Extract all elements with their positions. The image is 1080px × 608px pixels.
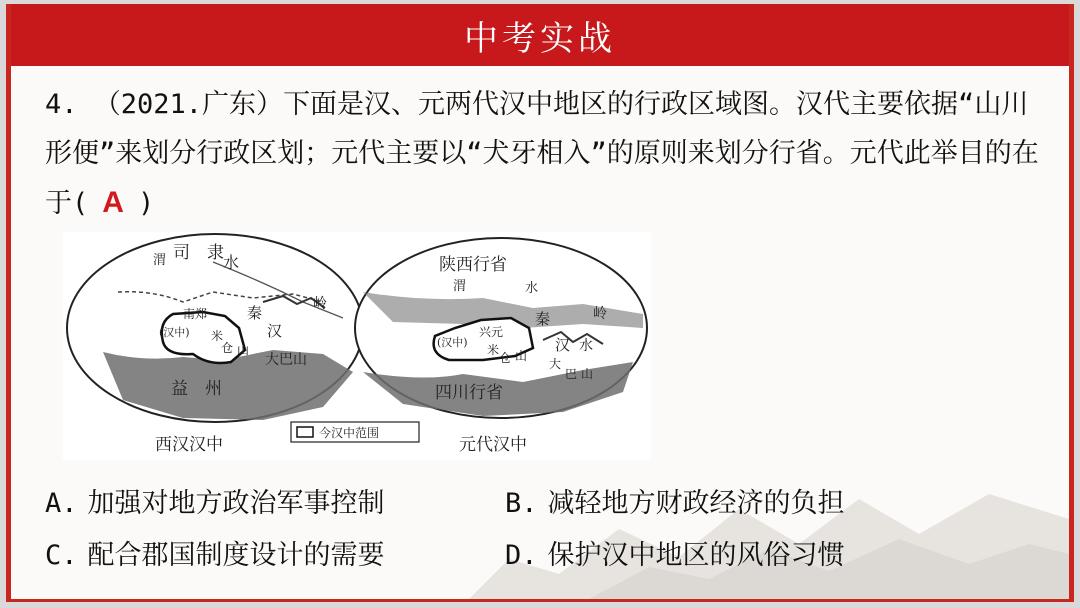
label-sichuan: 四川行省 bbox=[435, 383, 503, 403]
caption-west-han: 西汉汉中 bbox=[155, 435, 223, 455]
label-sili: 司 隶 bbox=[173, 243, 224, 263]
label-han-right: 汉 bbox=[555, 336, 571, 354]
label-ba-right: 巴 bbox=[565, 367, 578, 381]
answer-mark: A bbox=[102, 186, 124, 219]
label-han-left: 汉 bbox=[267, 322, 283, 340]
label-hanzhong-right: (汉中) bbox=[437, 336, 468, 349]
legend-label: 今汉中范围 bbox=[319, 426, 380, 440]
option-key: D. bbox=[505, 539, 538, 571]
option-d[interactable] bbox=[505, 533, 965, 572]
question-text bbox=[45, 80, 1045, 228]
label-cang-left: 仓 bbox=[221, 341, 234, 355]
close-paren: ) bbox=[137, 188, 155, 219]
option-b[interactable] bbox=[505, 481, 965, 520]
label-water-left: 水 bbox=[223, 253, 240, 272]
question-body: 下面是汉、元两代汉中地区的行政区域图。汉代主要依据“山川形便”来划分行政区划；元代主要以“犬牙相入”的原则来划分行省。元代此举目的在于( bbox=[45, 89, 1039, 219]
label-shan-left: 山 bbox=[237, 343, 250, 357]
label-cang-right: 仓 bbox=[499, 351, 512, 365]
option-text: 保护汉中地区的风俗习惯 bbox=[547, 539, 845, 571]
caption-yuan: 元代汉中 bbox=[459, 435, 527, 455]
label-yizhou: 益 州 bbox=[171, 379, 222, 399]
slide bbox=[6, 4, 1074, 602]
option-key: A. bbox=[45, 487, 78, 519]
option-text: 配合郡国制度设计的需要 bbox=[87, 539, 385, 571]
label-wei-right: 渭 bbox=[453, 279, 467, 294]
label-da-right: 大 bbox=[549, 357, 562, 371]
option-text: 减轻地方财政经济的负担 bbox=[547, 487, 845, 519]
label-wei: 渭 bbox=[153, 253, 167, 268]
label-qin-left: 秦 bbox=[247, 304, 263, 322]
label-hanzhong-left: (汉中) bbox=[159, 326, 190, 339]
label-mi-right: 米 bbox=[487, 343, 500, 357]
label-shaanxi: 陕西行省 bbox=[439, 255, 507, 275]
page-title: 中考实战 bbox=[464, 18, 616, 59]
label-mi-left: 米 bbox=[211, 329, 224, 343]
label-dabashan-left: 大巴山 bbox=[265, 352, 307, 368]
label-qin-right: 秦 bbox=[535, 310, 551, 328]
label-ling-left: 岭 bbox=[313, 296, 327, 312]
label-nanzheng: 南郑 bbox=[183, 307, 208, 321]
answer-options bbox=[45, 474, 1045, 578]
label-shan2-right: 山 bbox=[581, 367, 594, 381]
label-water-right: 水 bbox=[525, 281, 539, 296]
question-number: 4. bbox=[45, 89, 78, 120]
option-a[interactable] bbox=[45, 481, 505, 520]
label-water2-right: 水 bbox=[579, 338, 593, 354]
title-banner bbox=[11, 4, 1069, 66]
map-legend bbox=[291, 422, 419, 442]
label-ling-right: 岭 bbox=[593, 306, 607, 322]
option-c[interactable] bbox=[45, 533, 505, 572]
question-source: （2021.广东） bbox=[93, 89, 284, 120]
map-figure bbox=[63, 232, 651, 460]
option-text: 加强对地方政治军事控制 bbox=[87, 487, 385, 519]
option-key: B. bbox=[505, 487, 538, 519]
option-key: C. bbox=[45, 539, 78, 571]
label-xingyuan: 兴元 bbox=[479, 325, 504, 339]
label-shan-right: 山 bbox=[515, 349, 528, 363]
